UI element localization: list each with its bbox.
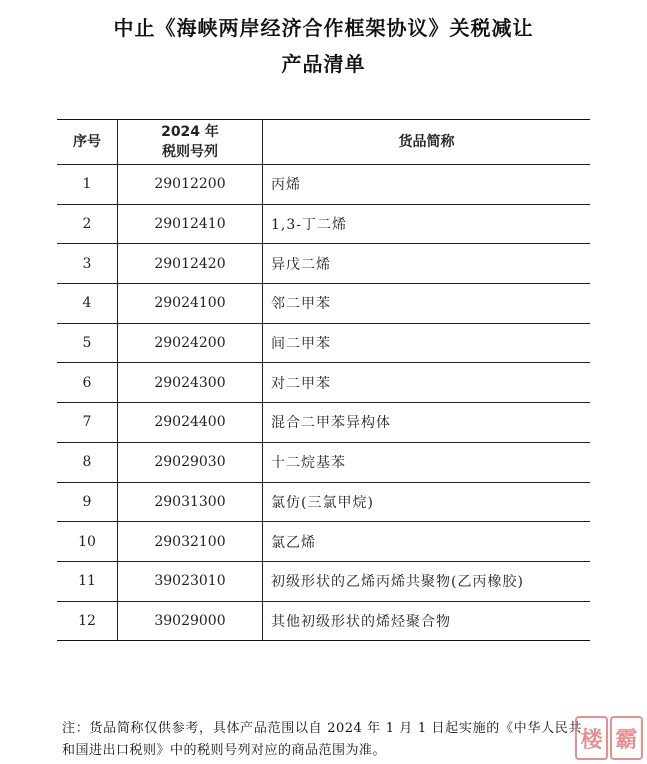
header-tariff-code-year: 2024 年 bbox=[161, 124, 219, 140]
product-list-table bbox=[57, 119, 590, 641]
header-goods-name: 货品简称 bbox=[263, 120, 591, 165]
row-seq: 5 bbox=[57, 323, 118, 363]
table-row bbox=[57, 601, 590, 641]
header-seq: 序号 bbox=[57, 120, 118, 165]
row-seq: 9 bbox=[57, 482, 118, 522]
row-tariff-code: 29024200 bbox=[118, 323, 263, 363]
row-tariff-code: 29032100 bbox=[118, 522, 263, 562]
table-body bbox=[57, 165, 590, 641]
row-tariff-code: 29012420 bbox=[118, 244, 263, 284]
row-tariff-code: 29024100 bbox=[118, 284, 263, 324]
document-title-line1: 中止《海峡两岸经济合作框架协议》关税减让 bbox=[113, 16, 534, 40]
watermark-logo bbox=[575, 716, 643, 760]
row-seq: 2 bbox=[57, 204, 118, 244]
row-goods-name: 十二烷基苯 bbox=[263, 442, 591, 482]
table-row bbox=[57, 323, 590, 363]
row-tariff-code: 29029030 bbox=[118, 442, 263, 482]
row-goods-name: 丙烯 bbox=[263, 165, 591, 205]
table-row bbox=[57, 244, 590, 284]
row-tariff-code: 39029000 bbox=[118, 601, 263, 641]
row-seq: 11 bbox=[57, 561, 118, 601]
watermark-char-2: 霸 bbox=[610, 716, 643, 760]
table-row bbox=[57, 284, 590, 324]
table-row bbox=[57, 204, 590, 244]
table-row bbox=[57, 165, 590, 205]
table-header-row bbox=[57, 120, 590, 165]
row-tariff-code: 29012200 bbox=[118, 165, 263, 205]
row-tariff-code: 29024300 bbox=[118, 363, 263, 403]
table-row bbox=[57, 363, 590, 403]
watermark-char-1: 楼 bbox=[575, 716, 608, 760]
row-goods-name: 氯仿(三氯甲烷) bbox=[263, 482, 591, 522]
row-goods-name: 氯乙烯 bbox=[263, 522, 591, 562]
header-tariff-code bbox=[118, 120, 263, 165]
row-seq: 12 bbox=[57, 601, 118, 641]
row-tariff-code: 39023010 bbox=[118, 561, 263, 601]
row-goods-name: 间二甲苯 bbox=[263, 323, 591, 363]
row-goods-name: 混合二甲苯异构体 bbox=[263, 403, 591, 443]
table-row bbox=[57, 442, 590, 482]
row-tariff-code: 29031300 bbox=[118, 482, 263, 522]
row-goods-name: 邻二甲苯 bbox=[263, 284, 591, 324]
row-goods-name: 其他初级形状的烯烃聚合物 bbox=[263, 601, 591, 641]
row-goods-name: 1,3-丁二烯 bbox=[263, 204, 591, 244]
row-seq: 4 bbox=[57, 284, 118, 324]
table-row bbox=[57, 561, 590, 601]
row-goods-name: 异戊二烯 bbox=[263, 244, 591, 284]
document-title-line2: 产品清单 bbox=[281, 52, 366, 76]
table-row bbox=[57, 522, 590, 562]
row-goods-name: 对二甲苯 bbox=[263, 363, 591, 403]
row-seq: 10 bbox=[57, 522, 118, 562]
row-seq: 6 bbox=[57, 363, 118, 403]
row-seq: 1 bbox=[57, 165, 118, 205]
row-tariff-code: 29024400 bbox=[118, 403, 263, 443]
row-goods-name: 初级形状的乙烯丙烯共聚物(乙丙橡胶) bbox=[263, 561, 591, 601]
row-seq: 3 bbox=[57, 244, 118, 284]
row-seq: 8 bbox=[57, 442, 118, 482]
table-row bbox=[57, 403, 590, 443]
row-tariff-code: 29012410 bbox=[118, 204, 263, 244]
header-tariff-code-label: 税则号列 bbox=[162, 144, 218, 160]
footnote: 注：货品简称仅供参考，具体产品范围以自 2024 年 1 月 1 日起实施的《中华人民共和国进出口税则》中的税则号列对应的商品范围为准。 bbox=[62, 721, 582, 758]
row-seq: 7 bbox=[57, 403, 118, 443]
table-row bbox=[57, 482, 590, 522]
